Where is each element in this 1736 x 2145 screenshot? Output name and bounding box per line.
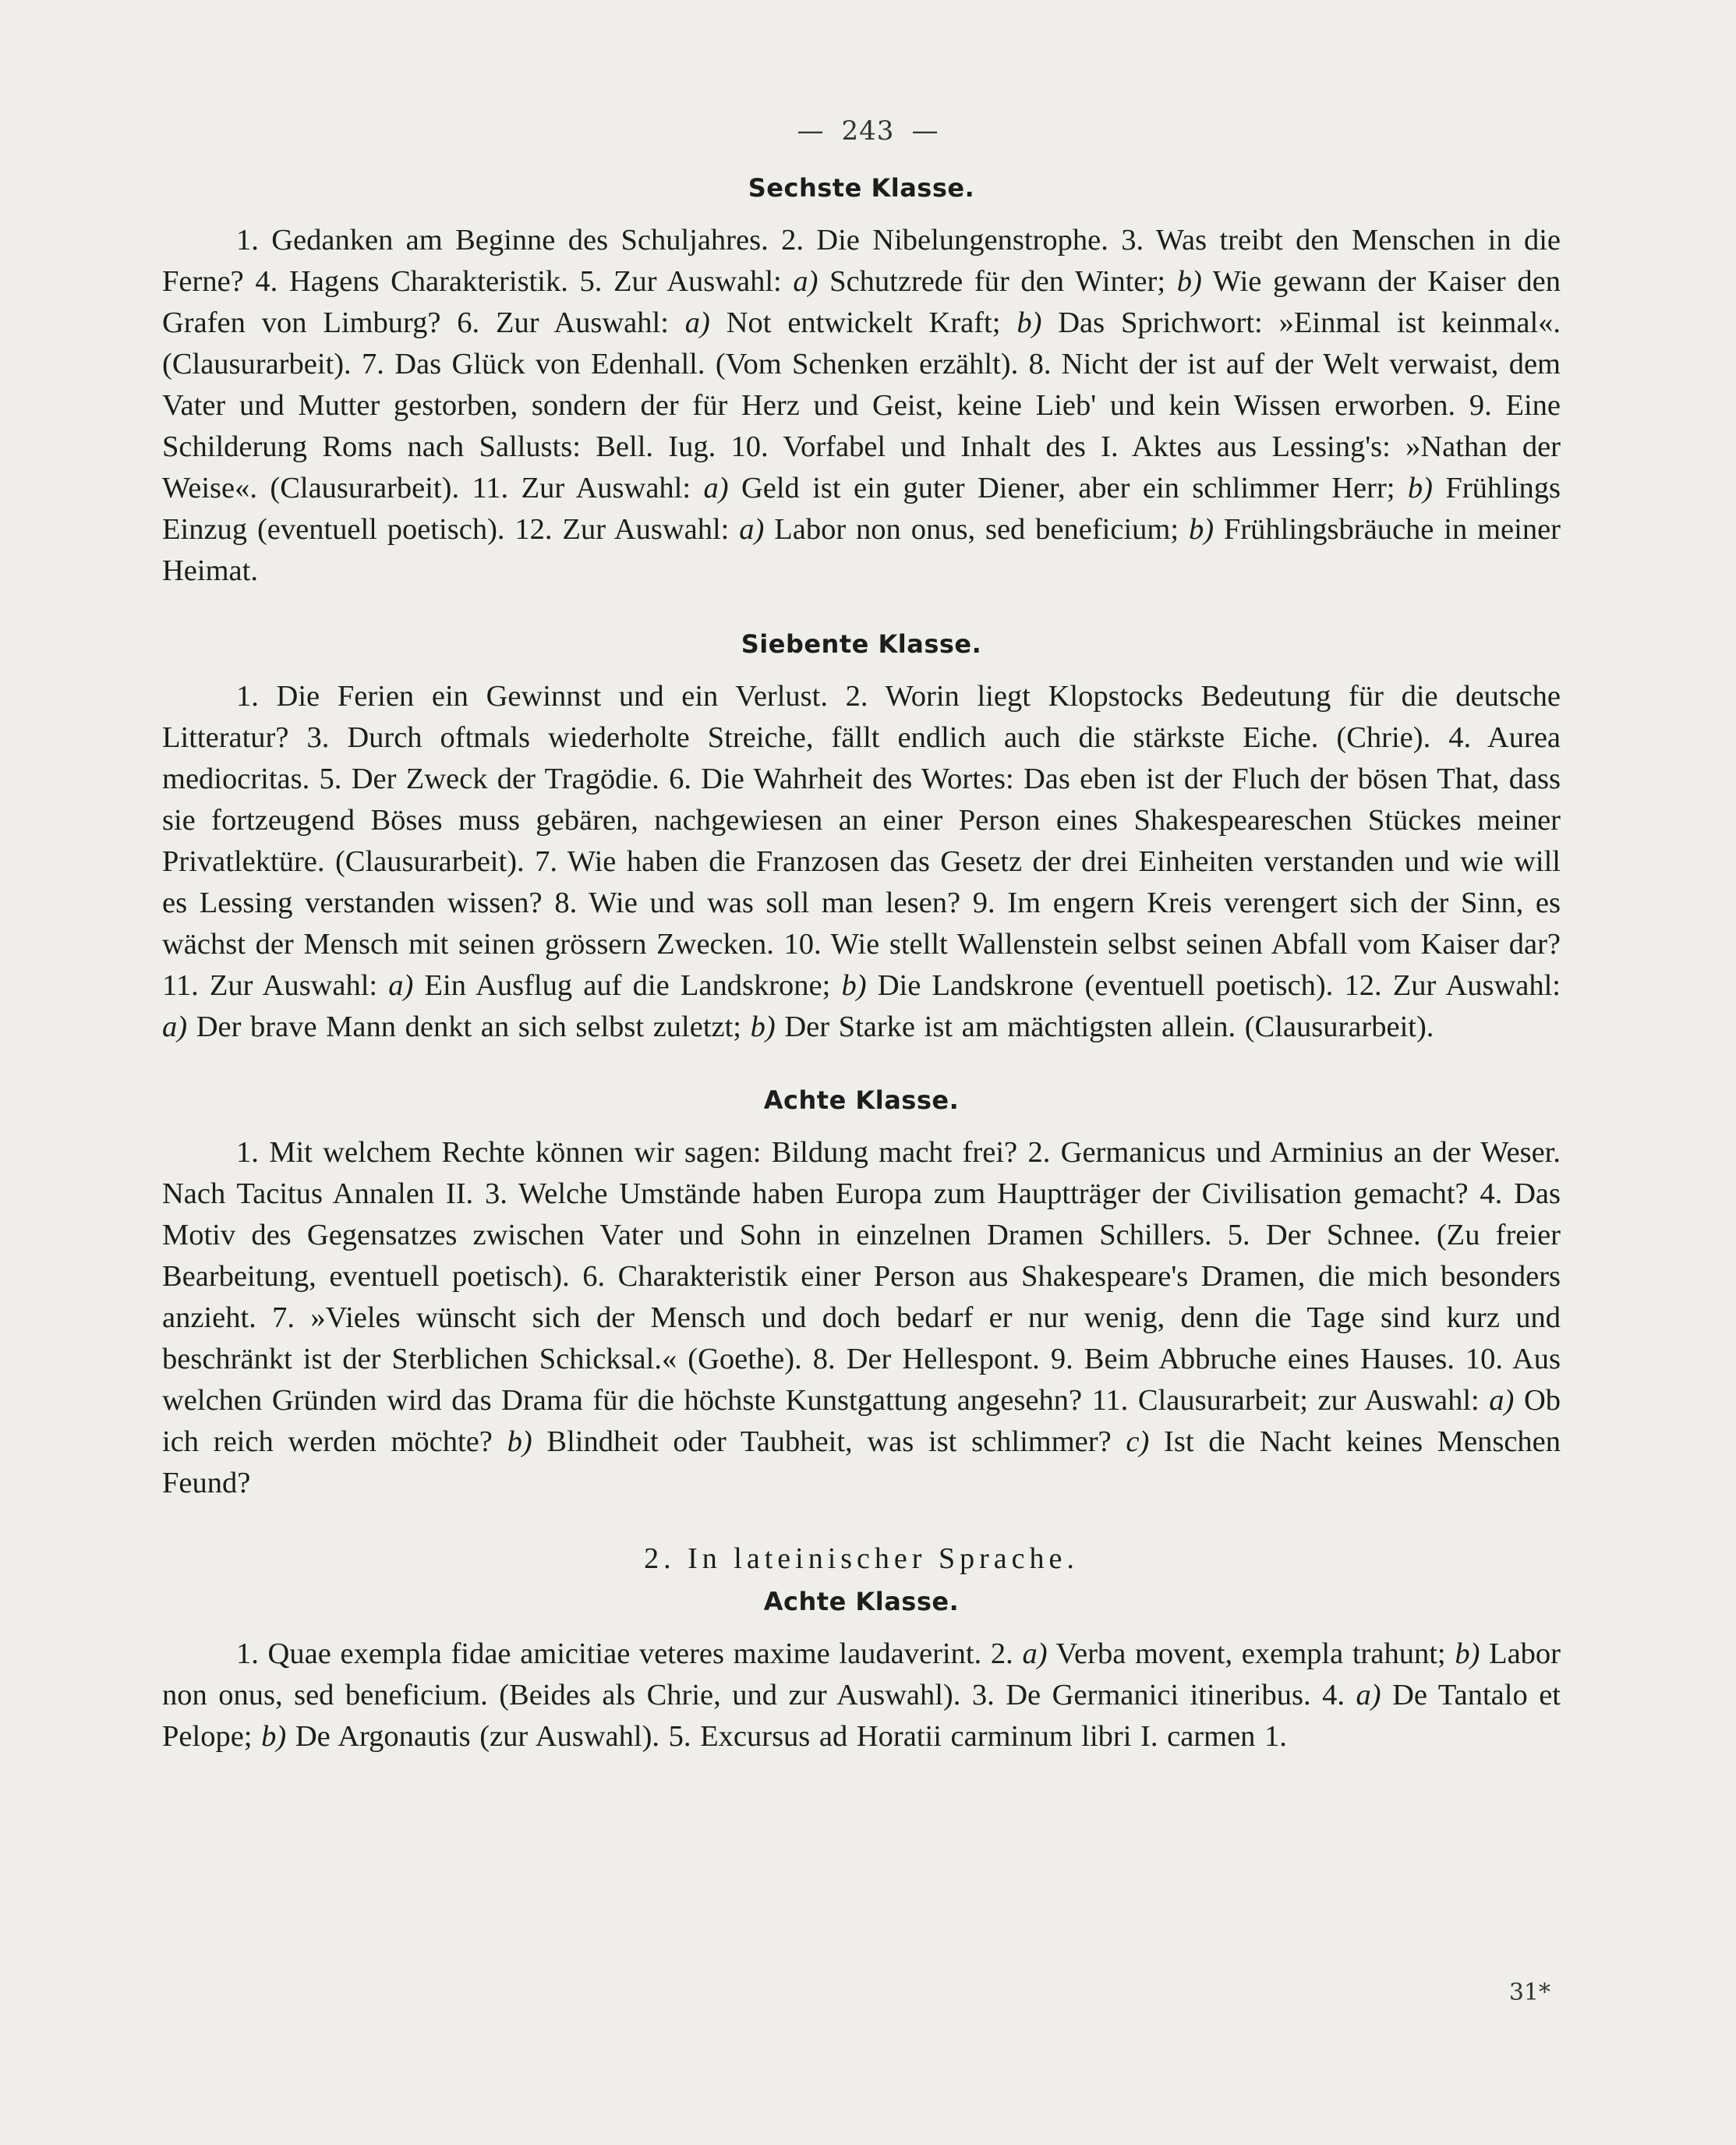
latin-section-title: 2. In lateinischer Sprache. xyxy=(644,1542,1079,1575)
section-latin xyxy=(162,1541,1561,1757)
section-siebente-klasse xyxy=(162,629,1561,1048)
page-number: — 243 — xyxy=(797,115,939,147)
section-heading: Achte Klasse. xyxy=(763,1085,960,1115)
section-text: 1. Mit welchem Rechte können wir sagen: Bildung macht frei? 2. Germanicus und Arminius an der Weser. Nach Tacitus Annalen II. 3. Welche Umstände haben Europa zum Hauptträger der Civilisation gemacht? 4. Das Motiv des Gegensatzes zwischen Vater und Sohn in einzelnen Dramen Schillers. 5. Der Schnee. (Zu freier Bearbeitung, eventuell poetisch). 6. Charakteristik einer Person aus Shakespeare's Dramen, die mich besonders anzieht. 7. »Vieles wünscht sich der Mensch und doch bedarf er nur wenig, denn die Tage sind kurz und beschränkt ist der Sterblichen Schicksal.« (Goethe). 8. Der Hellespont. 9. Beim Abbruche eines Hauses. 10. Aus welchen Gründen wird das Drama für die höchste Kunstgattung angesehn? 11. Clausurarbeit; zur Auswahl: a) Ob ich reich werden möchte? b) Blindheit oder Taubheit, was ist schlimmer? c) Ist die Nacht keines Menschen Feund? xyxy=(162,1136,1561,1499)
page-number-value: 243 xyxy=(841,115,895,147)
section-sechste-klasse xyxy=(162,173,1561,592)
printer-signature: 31* xyxy=(1508,1979,1550,2006)
section-achte-klasse xyxy=(162,1085,1561,1504)
section-heading: Achte Klasse. xyxy=(763,1587,960,1616)
page-content xyxy=(162,173,1561,1795)
section-text: 1. Quae exempla fidae amicitiae veteres maxime laudaverint. 2. a) Verba movent, exempla trahunt; b) Labor non onus, sed beneficium. (Beides als Chrie, und zur Auswahl). 3. De Germanici itineribus. 4. a) De Tantalo et Pelope; b) De Argonautis (zur Auswahl). 5. Excursus ad Horatii carminum libri I. carmen 1. xyxy=(162,1637,1561,1753)
section-heading: Siebente Klasse. xyxy=(741,629,982,659)
section-text: 1. Die Ferien ein Gewinnst und ein Verlust. 2. Worin liegt Klopstocks Bedeutung für die deutsche Litteratur? 3. Durch oftmals wiederholte Streiche, fällt endlich auch die stärkste Eiche. (Chrie). 4. Aurea mediocritas. 5. Der Zweck der Tragödie. 6. Die Wahrheit des Wortes: Das eben ist der Fluch der bösen That, dass sie fortzeugend Böses muss gebären, nachgewiesen an einer Person eines Shakespeareschen Stückes meiner Privatlektüre. (Clausurarbeit). 7. Wie haben die Franzosen das Gesetz der drei Einheiten verstanden und wie will es Lessing verstanden wissen? 8. Wie und was soll man lesen? 9. Im engern Kreis verengert sich der Sinn, es wächst der Mensch mit seinen grössern Zwecken. 10. Wie stellt Wallenstein selbst seinen Abfall vom Kaiser dar? 11. Zur Auswahl: a) Ein Ausflug auf die Landskrone; b) Die Landskrone (eventuell poetisch). 12. Zur Auswahl: a) Der brave Mann denkt an sich selbst zuletzt; b) Der Starke ist am mächtigsten allein. (Clausurarbeit). xyxy=(162,680,1561,1043)
section-text: 1. Gedanken am Beginne des Schuljahres. 2. Die Nibelungenstrophe. 3. Was treibt den Menschen in die Ferne? 4. Hagens Charakteristik. 5. Zur Auswahl: a) Schutzrede für den Winter; b) Wie gewann der Kaiser den Grafen von Limburg? 6. Zur Auswahl: a) Not entwickelt Kraft; b) Das Sprichwort: »Einmal ist keinmal«. (Clausurarbeit). 7. Das Glück von Edenhall. (Vom Schenken erzählt). 8. Nicht der ist auf der Welt verwaist, dem Vater und Mutter gestorben, sondern der für Herz und Geist, keine Lieb' und kein Wissen erworben. 9. Eine Schilderung Roms nach Sallusts: Bell. Iug. 10. Vorfabel und Inhalt des I. Aktes aus Lessing's: »Nathan der Weise«. (Clausurarbeit). 11. Zur Auswahl: a) Geld ist ein guter Diener, aber ein schlimmer Herr; b) Frühlings Einzug (eventuell poetisch). 12. Zur Auswahl: a) Labor non onus, sed beneficium; b) Frühlingsbräuche in meiner Heimat. xyxy=(162,224,1561,587)
section-heading: Sechste Klasse. xyxy=(748,173,975,203)
